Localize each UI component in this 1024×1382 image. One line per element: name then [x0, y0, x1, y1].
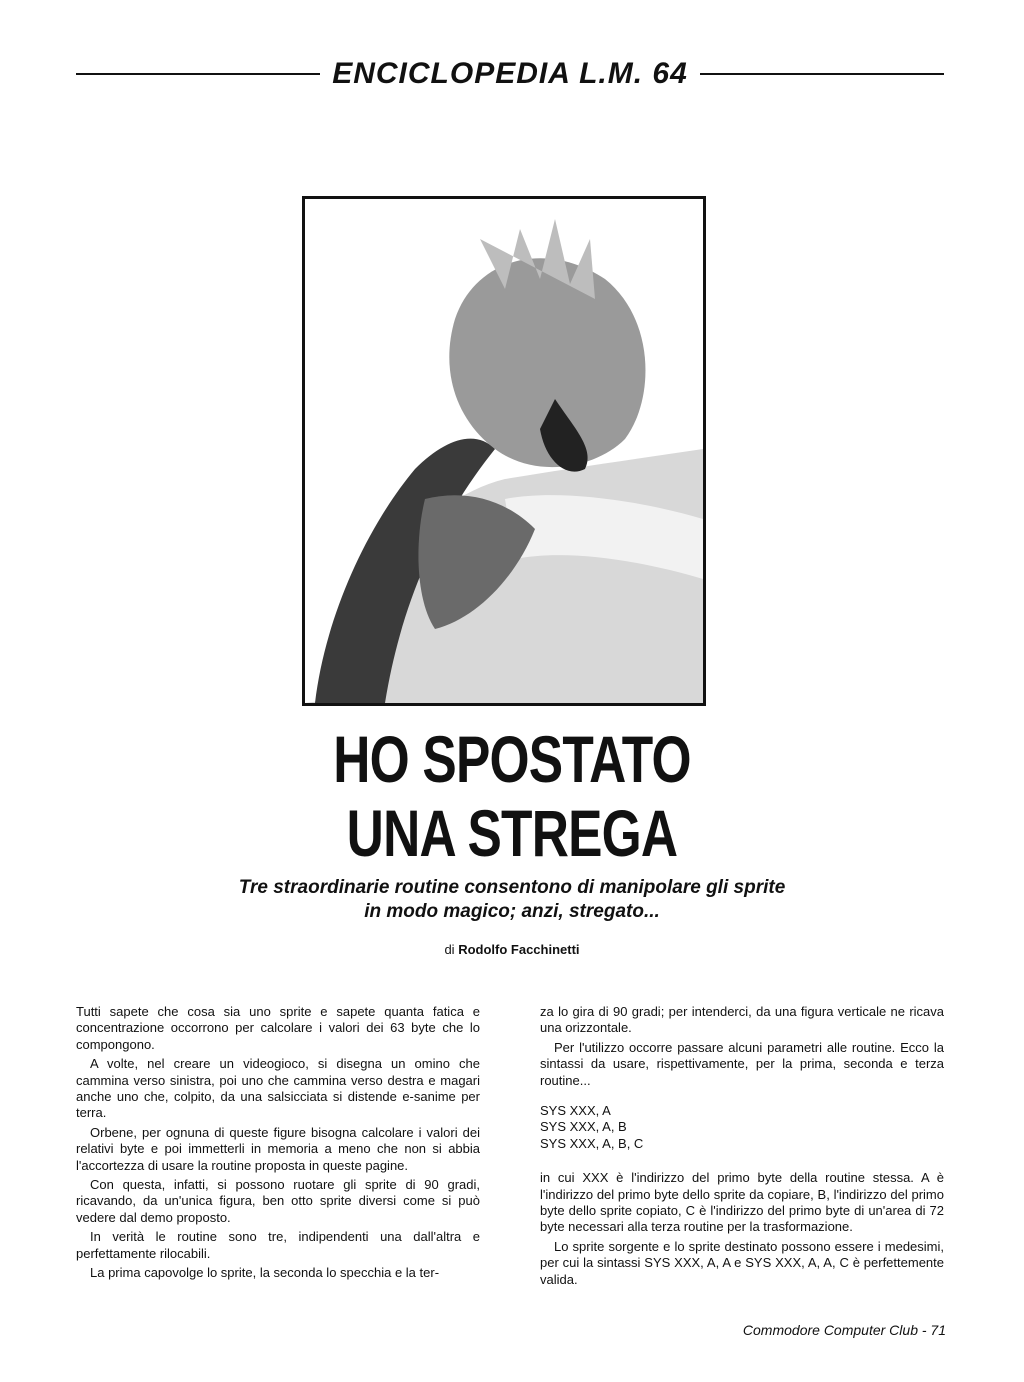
paragraph: Tutti sapete che cosa sia uno sprite e sapete quanta fatica e concentrazione occorrono per calcolare i valori dei 63 byte che lo compongono. [76, 1004, 480, 1052]
witch-photo-illustration [305, 199, 703, 703]
section-title: ENCICLOPEDIA L.M. 64 [332, 57, 688, 90]
header-rule-right [700, 73, 944, 75]
header-rule-left [76, 73, 320, 75]
article-standfirst [150, 876, 874, 924]
paragraph: Lo sprite sorgente e lo sprite destinato possono essere i medesimi, per cui la sintassi SYS XXX, A, A e SYS XXX, A, A, C è perfettemente valida. [540, 1238, 944, 1287]
body-column-right [540, 1004, 944, 1291]
article-headline [200, 722, 824, 870]
paragraph: Orbene, per ognuna di queste figure bisogna calcolare i valori dei relativi byte e poi immetterli in memoria a meno che non si abbia l'accortezza di usare la routine proposta in queste pagine. [76, 1124, 480, 1173]
code-listing [540, 1103, 944, 1152]
article-byline [300, 942, 724, 957]
paragraph: in cui XXX è l'indirizzo del primo byte della routine stessa. A è l'indirizzo del primo byte dello sprite da copiare, B, l'indirizzo del primo byte dello sprite copiato, C è l'indirizzo del primo byte di un'area di 72 byte necessari alla terza routine per la trasformazione. [540, 1170, 944, 1235]
article-photo [302, 196, 706, 706]
author-name: Rodolfo Facchinetti [458, 942, 580, 957]
paragraph: za lo gira di 90 gradi; per intenderci, da una figura verticale ne ricava una orizzontale. [540, 1004, 944, 1036]
body-column-left [76, 1004, 480, 1285]
page-header [76, 54, 944, 94]
headline-line-1: HO SPOSTATO [333, 722, 691, 796]
paragraph: In verità le routine sono tre, indipendenti una dall'altra e perfettamente rilocabili. [76, 1229, 480, 1261]
standfirst-line-1: Tre straordinarie routine consentono di manipolare gli sprite [238, 877, 786, 898]
code-line: SYS XXX, A, B, C [540, 1135, 644, 1151]
code-line: SYS XXX, A [540, 1103, 611, 1119]
paragraph: La prima capovolge lo sprite, la seconda lo specchia e la ter- [90, 1265, 440, 1281]
byline-prefix: di [444, 942, 455, 957]
code-line: SYS XXX, A, B [540, 1119, 627, 1135]
standfirst-line-2: in modo magico; anzi, stregato... [364, 901, 660, 922]
paragraph: Per l'utilizzo occorre passare alcuni parametri alle routine. Ecco la sintassi da usare, rispettivamente, per la prima, seconda e terza routine... [540, 1039, 944, 1088]
paragraph: A volte, nel creare un videogioco, si disegna un omino che cammina verso sinistra, poi uno che cammina verso destra e magari anche uno che, colpito, da una salsicciata si distende e-sanime per terra. [76, 1056, 480, 1121]
headline-line-2: UNA STREGA [346, 796, 678, 870]
paragraph: Con questa, infatti, si possono ruotare gli sprite di 90 gradi, ricavando, da un'unica figura, ben otto sprite diversi come si può vedere dal demo proposto. [76, 1177, 480, 1225]
page-footer: Commodore Computer Club - 71 [742, 1322, 946, 1338]
